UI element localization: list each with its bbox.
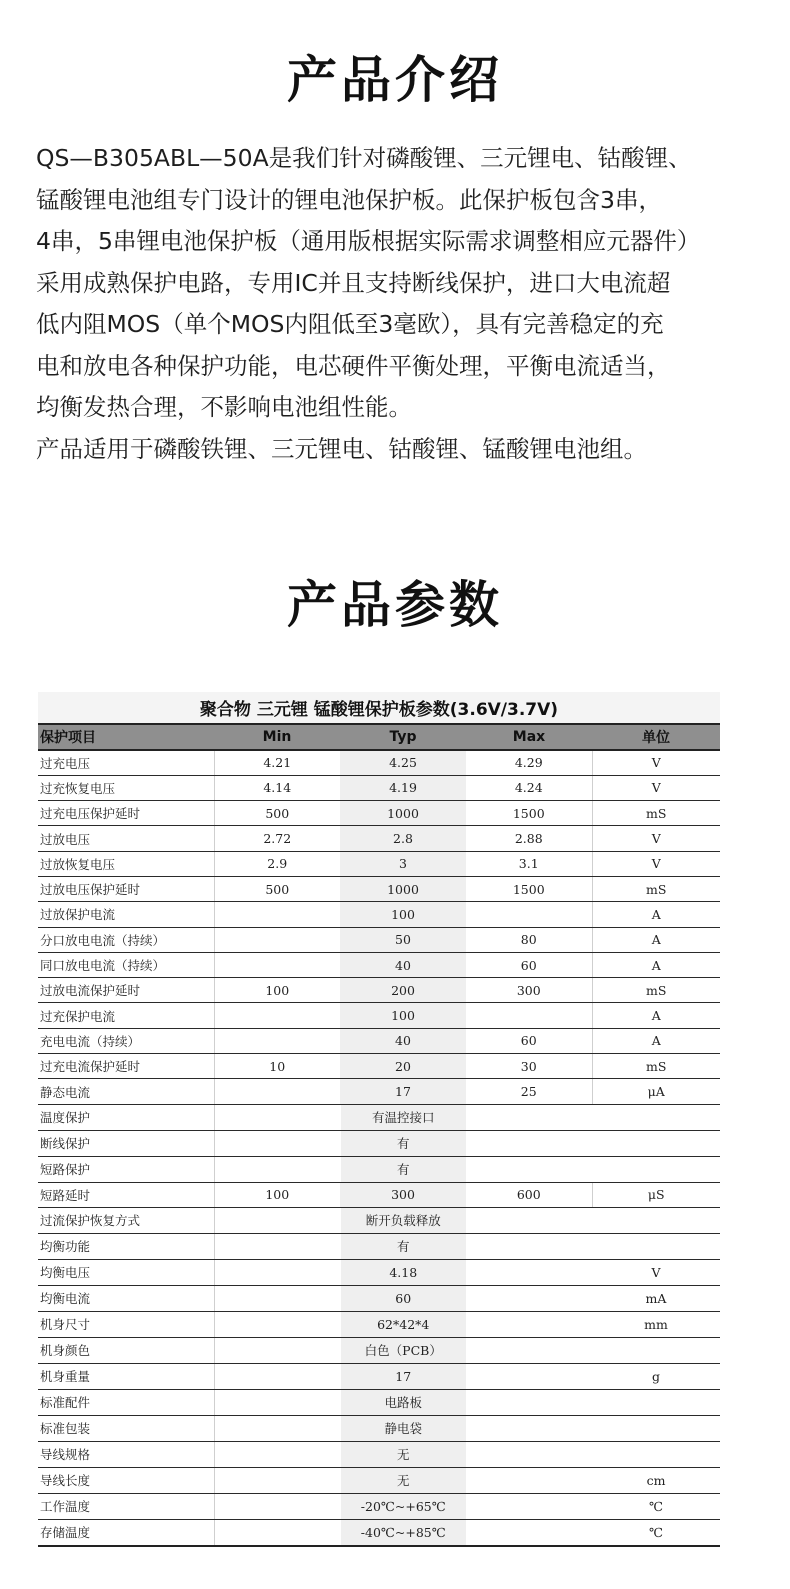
param-unit: A	[592, 952, 720, 977]
table-row	[38, 1363, 720, 1389]
param-value-text: 62*42*4	[341, 1312, 466, 1337]
intro-line: QS—B305ABL—50A是我们针对磷酸锂、三元锂电、钴酸锂、	[36, 144, 692, 172]
table-row	[38, 902, 720, 927]
param-name: 过充电压保护延时	[38, 801, 214, 826]
table-row	[38, 1415, 720, 1441]
param-unit	[592, 1415, 720, 1441]
param-value	[214, 1467, 592, 1493]
param-min: 2.72	[214, 826, 340, 851]
param-value-text: -40℃~+85℃	[341, 1520, 466, 1545]
intro-line: 均衡发热合理，不影响电池组性能。	[36, 393, 412, 421]
param-max: 300	[466, 978, 592, 1003]
table-row	[38, 876, 720, 901]
param-unit	[592, 1156, 720, 1182]
param-typ: 100	[340, 1003, 466, 1028]
param-min	[214, 1079, 340, 1104]
table-row	[38, 1337, 720, 1363]
param-max: 60	[466, 952, 592, 977]
param-value-text: 静电袋	[341, 1416, 466, 1441]
param-name: 机身尺寸	[38, 1311, 214, 1337]
param-max: 3.1	[466, 851, 592, 876]
param-unit	[592, 1441, 720, 1467]
table-row	[38, 1259, 720, 1285]
table-row	[38, 1389, 720, 1415]
table-row	[38, 1207, 720, 1233]
param-unit: mS	[592, 801, 720, 826]
param-typ: 300	[340, 1182, 466, 1207]
intro-line: 低内阻MOS（单个MOS内阻低至3毫欧），具有完善稳定的充	[36, 310, 664, 338]
table-row	[38, 1519, 720, 1546]
table-row	[38, 1003, 720, 1028]
param-unit: μS	[592, 1182, 720, 1207]
param-unit: V	[592, 750, 720, 775]
param-name: 标准包装	[38, 1415, 214, 1441]
param-value-text: 断开负载释放	[341, 1208, 466, 1233]
param-min: 4.21	[214, 750, 340, 775]
param-value-text: 白色（PCB）	[341, 1338, 466, 1363]
param-name: 温度保护	[38, 1104, 214, 1130]
param-unit: V	[592, 851, 720, 876]
param-unit	[592, 1104, 720, 1130]
param-min	[214, 902, 340, 927]
param-min: 100	[214, 978, 340, 1003]
param-typ: 1000	[340, 876, 466, 901]
param-name: 过放电流保护延时	[38, 978, 214, 1003]
param-min: 4.14	[214, 775, 340, 800]
param-name: 静态电流	[38, 1079, 214, 1104]
table-row	[38, 927, 720, 952]
param-value-text: -20℃~+65℃	[341, 1494, 466, 1519]
table-row	[38, 750, 720, 775]
param-min	[214, 1028, 340, 1053]
param-value-text: 有	[341, 1234, 466, 1259]
param-unit: mS	[592, 1054, 720, 1079]
intro-text	[36, 138, 766, 470]
param-max	[466, 1003, 592, 1028]
table-row	[38, 1130, 720, 1156]
param-unit	[592, 1130, 720, 1156]
param-value-text: 4.18	[341, 1260, 466, 1285]
param-name: 导线长度	[38, 1467, 214, 1493]
param-name: 机身重量	[38, 1363, 214, 1389]
param-typ: 4.19	[340, 775, 466, 800]
param-value	[214, 1493, 592, 1519]
param-name: 过流保护恢复方式	[38, 1207, 214, 1233]
param-value-text: 60	[341, 1286, 466, 1311]
intro-line: 产品适用于磷酸铁锂、三元锂电、钴酸锂、锰酸锂电池组。	[36, 434, 647, 463]
param-name: 机身颜色	[38, 1337, 214, 1363]
param-unit: ℃	[592, 1519, 720, 1546]
param-value	[214, 1130, 592, 1156]
param-value	[214, 1363, 592, 1389]
param-max: 30	[466, 1054, 592, 1079]
param-value	[214, 1441, 592, 1467]
param-value-text: 无	[341, 1468, 466, 1493]
table-row	[38, 1233, 720, 1259]
table-row	[38, 1028, 720, 1053]
param-unit: ℃	[592, 1493, 720, 1519]
param-value	[214, 1259, 592, 1285]
param-value	[214, 1285, 592, 1311]
table-row	[38, 978, 720, 1003]
param-typ: 40	[340, 952, 466, 977]
param-unit: A	[592, 902, 720, 927]
param-unit: mm	[592, 1311, 720, 1337]
param-min: 2.9	[214, 851, 340, 876]
param-typ: 17	[340, 1079, 466, 1104]
param-max: 1500	[466, 876, 592, 901]
param-min: 500	[214, 801, 340, 826]
table-row	[38, 801, 720, 826]
param-typ: 40	[340, 1028, 466, 1053]
param-max: 2.88	[466, 826, 592, 851]
param-unit: A	[592, 1003, 720, 1028]
table-row	[38, 1285, 720, 1311]
param-value-text: 有	[341, 1157, 466, 1182]
param-max: 600	[466, 1182, 592, 1207]
param-unit: V	[592, 1259, 720, 1285]
param-typ: 2.8	[340, 826, 466, 851]
param-typ: 1000	[340, 801, 466, 826]
param-unit: g	[592, 1363, 720, 1389]
param-unit: mS	[592, 978, 720, 1003]
intro-line: 采用成熟保护电路，专用IC并且支持断线保护，进口大电流超	[36, 268, 671, 297]
param-name: 短路延时	[38, 1182, 214, 1207]
param-typ: 3	[340, 851, 466, 876]
param-unit	[592, 1207, 720, 1233]
param-value	[214, 1233, 592, 1259]
table-row	[38, 1156, 720, 1182]
header-unit: 单位	[592, 724, 720, 750]
intro-line: 锰酸锂电池组专门设计的锂电池保护板。此保护板包含3串，	[36, 185, 662, 214]
header-typ: Typ	[340, 724, 466, 750]
param-name: 分口放电电流（持续）	[38, 927, 214, 952]
param-unit: mS	[592, 876, 720, 901]
param-value-text: 无	[341, 1442, 466, 1467]
table-row	[38, 775, 720, 800]
table-row	[38, 826, 720, 851]
param-min: 10	[214, 1054, 340, 1079]
param-typ: 20	[340, 1054, 466, 1079]
param-min: 100	[214, 1182, 340, 1207]
intro-title: 产品介绍	[287, 51, 503, 109]
param-value	[214, 1389, 592, 1415]
param-name: 过放恢复电压	[38, 851, 214, 876]
table-row	[38, 1467, 720, 1493]
param-value	[214, 1311, 592, 1337]
param-name: 均衡电压	[38, 1259, 214, 1285]
table-row	[38, 1493, 720, 1519]
spec-table	[38, 692, 720, 1547]
param-min	[214, 952, 340, 977]
param-value	[214, 1156, 592, 1182]
param-name: 充电电流（持续）	[38, 1028, 214, 1053]
table-row	[38, 1311, 720, 1337]
param-name: 过充电压	[38, 750, 214, 775]
param-unit: V	[592, 775, 720, 800]
param-typ: 50	[340, 927, 466, 952]
param-unit: mA	[592, 1285, 720, 1311]
table-caption-row	[38, 692, 720, 724]
param-max: 25	[466, 1079, 592, 1104]
param-typ: 100	[340, 902, 466, 927]
param-name: 标准配件	[38, 1389, 214, 1415]
param-name: 过充电流保护延时	[38, 1054, 214, 1079]
param-value	[214, 1207, 592, 1233]
param-max: 4.29	[466, 750, 592, 775]
table-row	[38, 851, 720, 876]
param-name: 导线规格	[38, 1441, 214, 1467]
param-unit	[592, 1337, 720, 1363]
table-row	[38, 1054, 720, 1079]
param-max	[466, 902, 592, 927]
param-typ: 4.25	[340, 750, 466, 775]
param-value	[214, 1337, 592, 1363]
param-name: 工作温度	[38, 1493, 214, 1519]
param-name: 同口放电电流（持续）	[38, 952, 214, 977]
param-unit: V	[592, 826, 720, 851]
table-row	[38, 1182, 720, 1207]
param-name: 均衡电流	[38, 1285, 214, 1311]
param-min	[214, 1003, 340, 1028]
param-max: 80	[466, 927, 592, 952]
param-name: 过放电压	[38, 826, 214, 851]
header-min: Min	[214, 724, 340, 750]
param-value	[214, 1519, 592, 1546]
param-value-text: 有	[341, 1131, 466, 1156]
param-unit: A	[592, 1028, 720, 1053]
param-max: 1500	[466, 801, 592, 826]
param-value-text: 有温控接口	[341, 1105, 466, 1130]
param-min: 500	[214, 876, 340, 901]
param-value	[214, 1415, 592, 1441]
table-caption: 聚合物 三元锂 锰酸锂保护板参数(3.6V/3.7V)	[38, 692, 720, 724]
table-row	[38, 952, 720, 977]
param-unit: cm	[592, 1467, 720, 1493]
param-value-text: 17	[341, 1364, 466, 1389]
param-unit	[592, 1389, 720, 1415]
param-max: 4.24	[466, 775, 592, 800]
param-max: 60	[466, 1028, 592, 1053]
param-name: 过充保护电流	[38, 1003, 214, 1028]
param-typ: 200	[340, 978, 466, 1003]
table-body	[38, 750, 720, 1546]
param-value	[214, 1104, 592, 1130]
param-name: 均衡功能	[38, 1233, 214, 1259]
table-row	[38, 1104, 720, 1130]
param-unit: A	[592, 927, 720, 952]
param-name: 短路保护	[38, 1156, 214, 1182]
params-title: 产品参数	[287, 576, 503, 634]
param-min	[214, 927, 340, 952]
param-value-text: 电路板	[341, 1390, 466, 1415]
header-max: Max	[466, 724, 592, 750]
table-row	[38, 1441, 720, 1467]
table-row	[38, 1079, 720, 1104]
param-name: 过充恢复电压	[38, 775, 214, 800]
table-header-row	[38, 724, 720, 750]
param-name: 过放电压保护延时	[38, 876, 214, 901]
param-unit: μA	[592, 1079, 720, 1104]
intro-line: 4串，5串锂电池保护板（通用版根据实际需求调整相应元器件）	[36, 227, 701, 255]
param-name: 过放保护电流	[38, 902, 214, 927]
intro-line: 电和放电各种保护功能，电芯硬件平衡处理，平衡电流适当，	[36, 351, 671, 380]
param-name: 断线保护	[38, 1130, 214, 1156]
header-item: 保护项目	[38, 724, 214, 750]
param-name: 存储温度	[38, 1519, 214, 1546]
param-unit	[592, 1233, 720, 1259]
